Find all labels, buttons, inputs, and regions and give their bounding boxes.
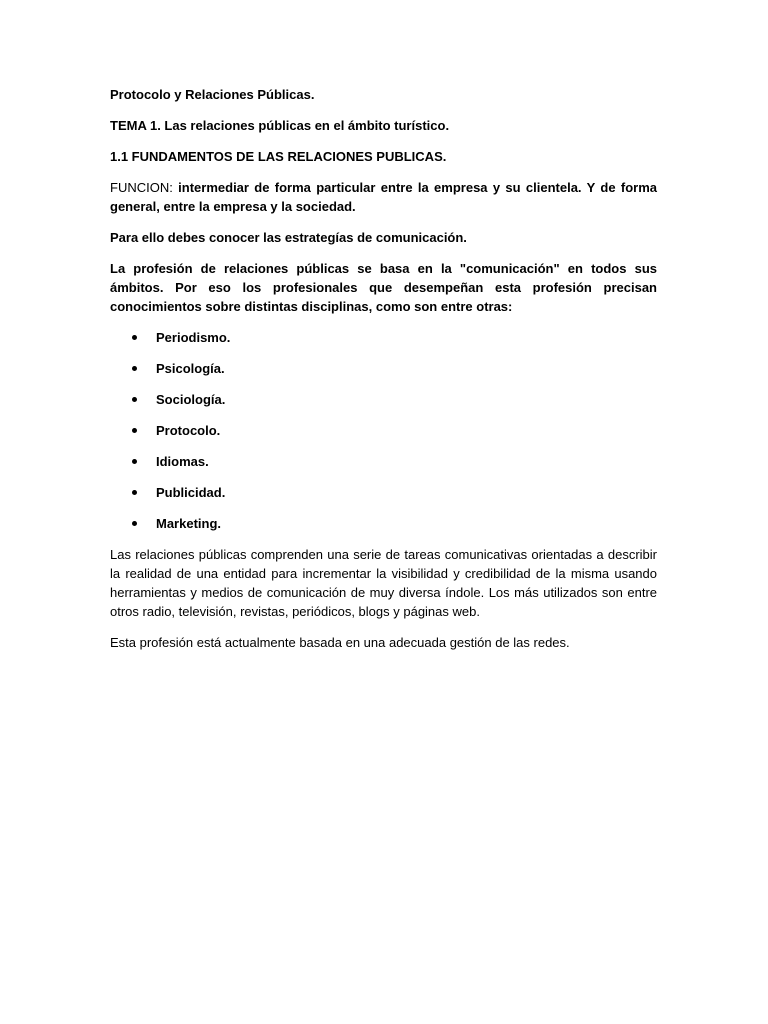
topic-heading: TEMA 1. Las relaciones públicas en el ámbito turístico. — [110, 118, 450, 133]
function-label: FUNCION: — [110, 180, 173, 195]
bullet-icon — [132, 428, 137, 433]
bullet-icon — [132, 459, 137, 464]
bullet-icon — [132, 397, 137, 402]
list-item — [110, 390, 657, 409]
list-item — [110, 514, 657, 533]
document-page — [110, 85, 657, 664]
bullet-icon — [132, 490, 137, 495]
list-item — [110, 483, 657, 502]
function-text: intermediar de forma particular entre la empresa y su clientela. Y de forma general, entre la empresa y la sociedad. — [110, 180, 657, 214]
list-item — [110, 452, 657, 471]
list-item-label: Publicidad. — [156, 485, 226, 500]
bullet-icon — [132, 366, 137, 371]
document-title: Protocolo y Relaciones Públicas. — [110, 87, 315, 102]
list-item — [110, 328, 657, 347]
list-item-label: Psicología. — [156, 361, 225, 376]
strategy-line: Para ello debes conocer las estrategías de comunicación. — [110, 230, 467, 245]
closing-line: Esta profesión está actualmente basada en una adecuada gestión de las redes. — [110, 635, 570, 650]
list-item-label: Sociología. — [156, 392, 226, 407]
list-item — [110, 359, 657, 378]
list-item-label: Idiomas. — [156, 454, 209, 469]
section-heading: 1.1 FUNDAMENTOS DE LAS RELACIONES PUBLICAS. — [110, 149, 447, 164]
bullet-icon — [132, 521, 137, 526]
list-item-label: Protocolo. — [156, 423, 221, 438]
list-item-label: Periodismo. — [156, 330, 231, 345]
bullet-icon — [132, 335, 137, 340]
disciplines-list — [110, 328, 657, 533]
list-item-label: Marketing. — [156, 516, 222, 531]
profession-paragraph: La profesión de relaciones públicas se basa en la "comunicación" en todos sus ámbitos. Por eso los profesionales que desempeñan esta profesión precisan conocimientos sobre distintas disciplinas, como son entre otras: — [110, 261, 657, 314]
list-item — [110, 421, 657, 440]
function-paragraph — [110, 178, 657, 216]
tasks-paragraph: Las relaciones públicas comprenden una serie de tareas comunicativas orientadas a describir la realidad de una entidad para incrementar la visibilidad y credibilidad de la misma usando herramientas y medios de comunicación de muy diversa índole. Los más utilizados son entre otros radio, televisión, revistas, periódicos, blogs y páginas web. — [110, 547, 657, 619]
